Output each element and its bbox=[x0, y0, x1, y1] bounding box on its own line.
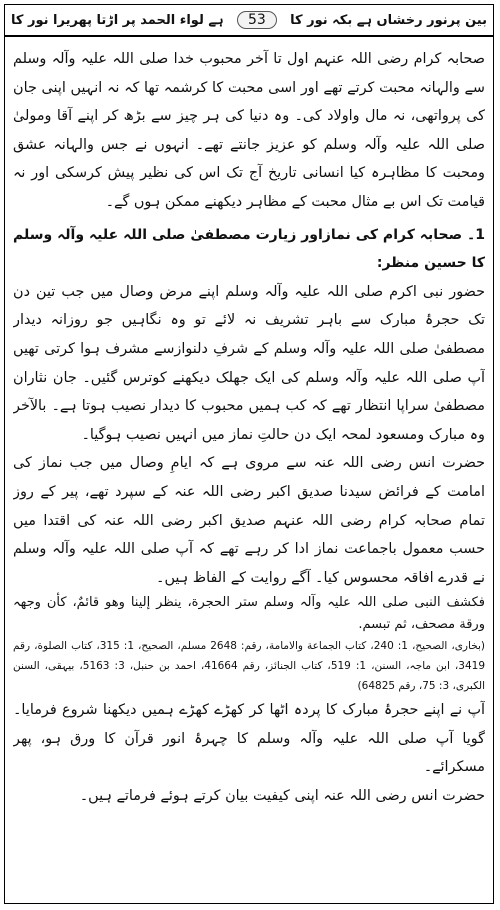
book-page bbox=[4, 4, 494, 904]
section-heading: 1۔ صحابہ کرام کی نمازاور زیارت مصطفیٰ صلی اللہ علیہ وآلہ وسلم کا حسین منظر: bbox=[13, 226, 485, 272]
header-right-title: بین پرنور رخشاں ہے بکہ نور کا bbox=[290, 12, 487, 28]
paragraph-1: حضور نبی اکرم صلی اللہ علیہ وآلہ وسلم اپنے مرض وصال میں جب تین دن تک حجرۂ مبارک سے باہر تشریف نہ لائے تو وہ نگاہیں جو روزانہ دیدار مصطفیٰ صلی اللہ علیہ وآلہ وسلم کے شرفِ دلنوازسے مشرف ہوا کرتی تھیں آپ صلی اللہ علیہ وآلہ وسلم کی ایک جھلک دیکھنے کوترس گئیں۔ جان نثاران مصطفیٰ سراپا انتظار تھے کہ کب ہمیں محبوب کا دیدار نصیب ہوتا ہے۔ بالآخر وہ مبارک ومسعود لمحہ ایک دن حالتِ نماز میں انہیں نصیب ہوگیا۔ bbox=[13, 283, 485, 443]
page-body bbox=[13, 45, 485, 899]
intro-paragraph: صحابہ کرام رضی اللہ عنہم اول تا آخر محبوب خدا صلی اللہ علیہ وآلہ وسلم سے والہانہ محبت کرتے تھے اور اسی محبت کا کرشمہ تھا کہ نہ انہیں اپنی جان کی پرواتھی، نہ مال واولاد کی۔ وہ دنیا کی ہر چیز سے بڑھ کر اپنے آقا ومولیٰ صلی اللہ علیہ وآلہ وسلم کو عزیز جانتے تھے۔ انہوں نے جس والہانہ عشق ومحبت کا مظاہرہ کیا انسانی تاریخ آج تک اس کی نظیر پیش کرسکی اور نہ قیامت تک اس بے مثال محبت کے مظاہر دیکھنے ممکن ہوں گے۔ bbox=[13, 51, 485, 210]
arabic-quote: فکشف النبی صلی اللہ علیہ وآلہ وسلم ستر الحجرة، ینظر إلینا وھو قائمٌ، کأن وجھہ ورقة مصحف، ثم تبسم. bbox=[13, 595, 485, 633]
paragraph-3: آپ نے اپنے حجرۂ مبارک کا پردہ اٹھا کر کھڑے کھڑے ہمیں دیکھنا شروع فرمایا۔ گویا آپ صلی اللہ علیہ وآلہ وسلم کا چہرۂ انور قرآن کا ورق ہو، پھر مسکرائے۔ bbox=[13, 702, 485, 776]
paragraph-2: حضرت انس رضی اللہ عنہ سے مروی ہے کہ ایامِ وصال میں جب نماز کی امامت کے فرائض سیدنا صدیق اکبر رضی اللہ عنہ کے سپرد تھے، پیر کے روز تمام صحابہ کرام رضی اللہ عنہم صدیق اکبر رضی اللہ عنہ کی اقتدا میں حسب معمول باجماعت نماز ادا کر رہے تھے کہ آپ صلی اللہ علیہ وآلہ وسلم نے قدرے افاقہ محسوس کیا۔ آگے روایت کے الفاظ ہیں۔ bbox=[13, 455, 485, 586]
reference-citation: (بخاری، الصحیح، 1: 240، کتاب الجماعة والامامة، رقم: 2648 مسلم، الصحیح، 1: 315، کتاب الصلوة، رقم 3419، ابن ماجہ، السنن، 1: 519، کتاب الجنائز، رقم 41664، احمد بن حنبل، 3: 5163، بیہقی، السنن الکبری، 3: 75، رقم 64825) bbox=[13, 640, 485, 693]
page-number: 53 bbox=[237, 11, 277, 29]
header-left-title: ہے لواء الحمد پر اڑتا پھریرا نور کا bbox=[11, 12, 224, 28]
paragraph-4: حضرت انس رضی اللہ عنہ اپنی کیفیت بیان کرتے ہوئے فرماتے ہیں۔ bbox=[79, 788, 485, 805]
page-header bbox=[5, 5, 493, 37]
